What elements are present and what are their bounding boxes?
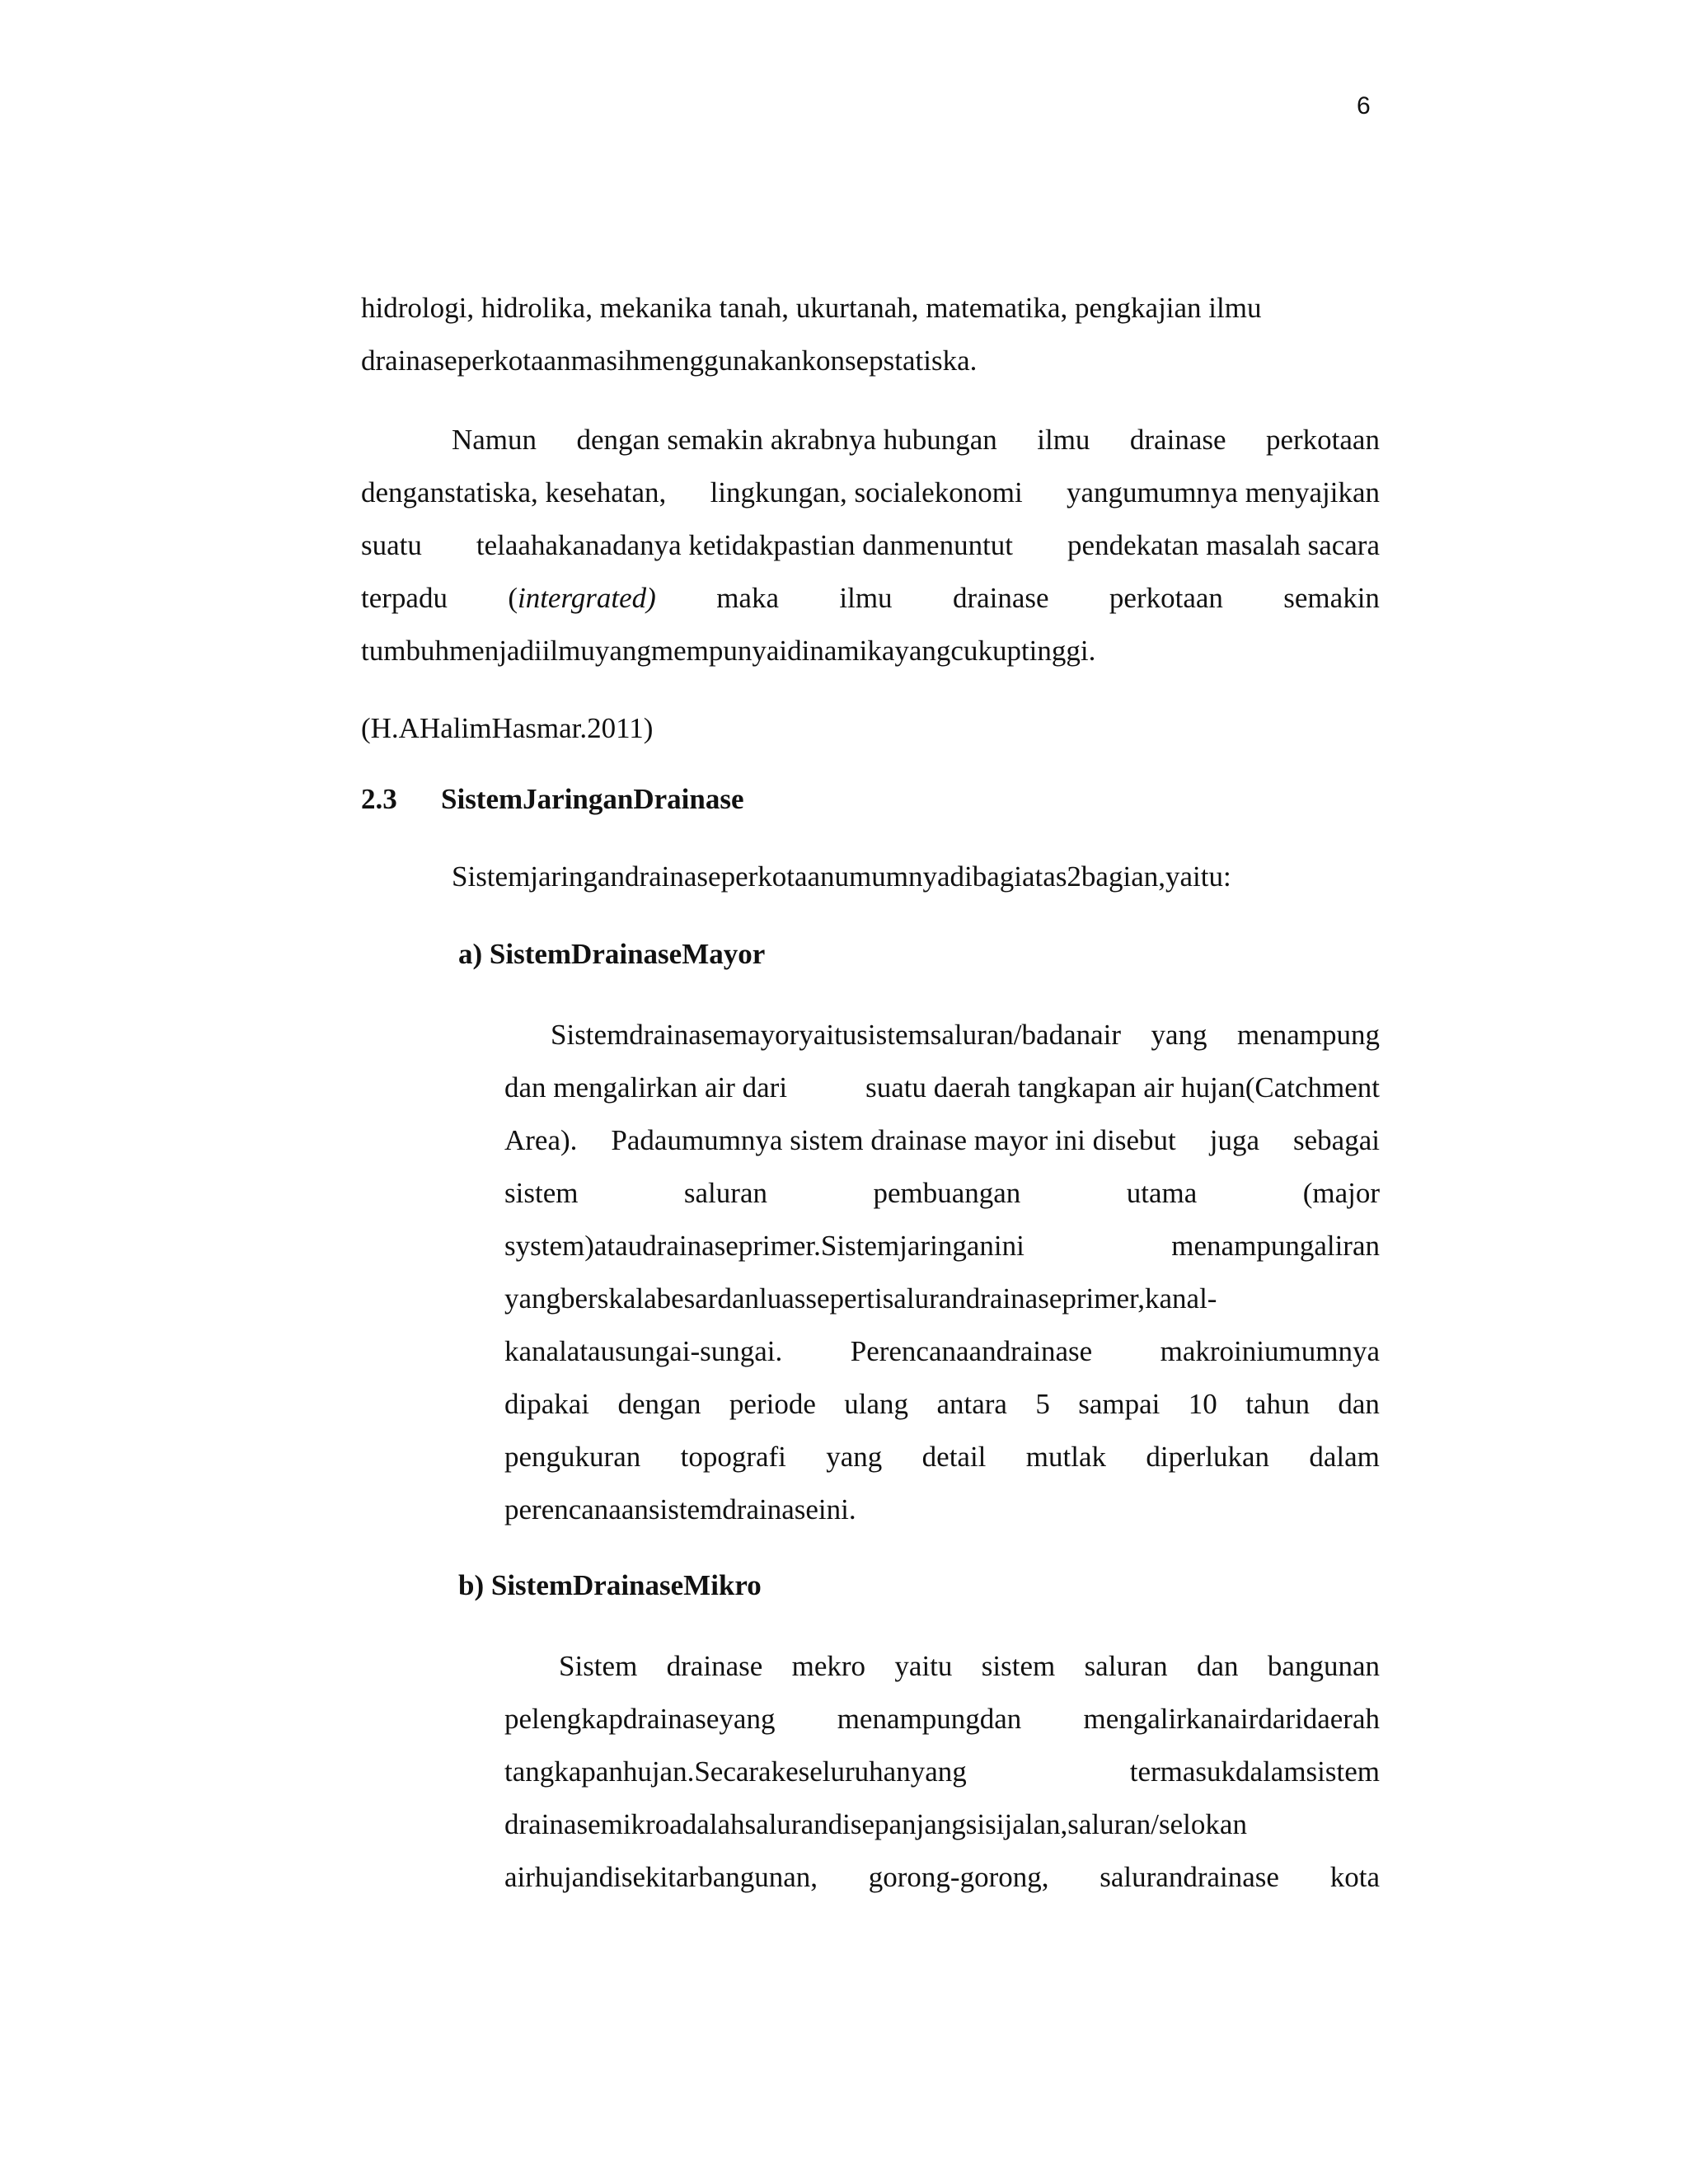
text-line	[504, 1167, 1380, 1220]
word: (major	[1302, 1177, 1380, 1209]
word: yang	[1151, 1019, 1207, 1051]
word: sistem	[504, 1177, 579, 1209]
word: dan	[1338, 1388, 1380, 1420]
text-line: hidrologi, hidrolika, mekanika tanah, ukurtanah, matematika, pengkajian ilmu	[361, 292, 1262, 324]
word: yang	[826, 1441, 883, 1473]
text-line	[504, 1009, 1380, 1062]
word: makroiniumumnya	[1160, 1335, 1380, 1367]
text-line	[504, 1693, 1380, 1746]
word: dipakai	[504, 1388, 590, 1420]
text-line	[504, 1062, 1380, 1114]
word: mekro	[791, 1650, 866, 1682]
word: dan	[1197, 1650, 1239, 1682]
text-line: drainaseperkotaanmasihmenggunakankonsepstatiska.	[361, 344, 978, 377]
word: salurandrainase	[1100, 1861, 1279, 1893]
word: tahun	[1245, 1388, 1310, 1420]
word: Sistem	[559, 1650, 638, 1682]
word: drainase	[1129, 424, 1226, 456]
text-line	[361, 572, 1380, 625]
word: diperlukan	[1146, 1441, 1270, 1473]
text-line	[361, 466, 1380, 519]
text-line	[504, 1220, 1380, 1272]
text-line: tumbuhmenjadiilmuyangmempunyaidinamikayangcukuptinggi.	[361, 635, 1096, 667]
word: menampungdan	[837, 1703, 1022, 1735]
word: sistem	[981, 1650, 1056, 1682]
text-line	[504, 1114, 1380, 1167]
word: lingkungan, socialekonomi	[710, 476, 1023, 509]
word: kanalatausungai-sungai.	[504, 1335, 783, 1367]
word: saluran	[1084, 1650, 1168, 1682]
subsection-a-heading: a) SistemDrainaseMayor	[458, 938, 766, 970]
italic-term-group	[508, 572, 656, 625]
word: perkotaan	[1109, 582, 1223, 614]
citation: (H.AHalimHasmar.2011)	[361, 712, 654, 744]
text-line	[361, 414, 1380, 466]
word: pengukuran	[504, 1441, 641, 1473]
section-title: SistemJaringanDrainase	[441, 783, 744, 815]
word: menampung	[1236, 1019, 1380, 1051]
word: airhujandisekitarbangunan,	[504, 1861, 818, 1893]
word: dalam	[1309, 1441, 1380, 1473]
word: perkotaan	[1265, 424, 1380, 456]
text-line	[504, 1851, 1380, 1904]
word: kota	[1329, 1861, 1380, 1893]
subsection-a-text	[504, 1009, 1380, 1536]
text-line: drainasemikroadalahsalurandisepanjangsisijalan,saluran/selokan	[504, 1808, 1247, 1840]
word: maka	[716, 582, 779, 614]
text-line: yangberskalabesardanluassepertisalurandrainaseprimer,kanal-	[504, 1282, 1217, 1315]
word: denganstatiska, kesehatan,	[361, 476, 667, 509]
word: ulang	[844, 1388, 909, 1420]
word: drainase	[666, 1650, 763, 1682]
word: menampungaliran	[1171, 1230, 1380, 1262]
word: mengalirkanairdaridaerah	[1083, 1703, 1380, 1735]
subsection-b-heading: b) SistemDrainaseMikro	[458, 1569, 762, 1601]
word: Sistemdrainasemayoryaitusistemsaluran/badanair	[551, 1019, 1122, 1051]
word: suatu daerah tangkapan air hujan(Catchment	[865, 1071, 1380, 1104]
word: ilmu	[1037, 424, 1090, 456]
word: termasukdalamsistem	[1129, 1755, 1380, 1788]
section-heading	[361, 783, 744, 816]
word: gorong-gorong,	[868, 1861, 1049, 1893]
word: sampai	[1078, 1388, 1160, 1420]
word: Area).	[504, 1124, 578, 1156]
word: topografi	[680, 1441, 786, 1473]
word: telaahakanadanya ketidakpastian danmenuntut	[476, 529, 1014, 561]
section-intro: Sistemjaringandrainaseperkotaanumumnyadibagiatas2bagian,yaitu:	[452, 860, 1231, 893]
word: pembuangan	[873, 1177, 1021, 1209]
word: suatu	[361, 529, 422, 561]
word: mutlak	[1025, 1441, 1106, 1473]
word: antara	[936, 1388, 1007, 1420]
word: pendekatan masalah sacara	[1067, 529, 1380, 561]
word: dengan	[617, 1388, 701, 1420]
word: yaitu	[894, 1650, 953, 1682]
word: detail	[921, 1441, 987, 1473]
word: ilmu	[839, 582, 893, 614]
word: system)ataudrainaseprimer.Sistemjaringanini	[504, 1230, 1025, 1262]
word: juga	[1209, 1124, 1259, 1156]
word: tangkapanhujan.Secarakeseluruhanyang	[504, 1755, 967, 1788]
word: semakin	[1283, 582, 1380, 614]
word: dengan semakin akrabnya hubungan	[576, 424, 997, 456]
word: yangumumnya menyajikan	[1066, 476, 1380, 509]
word: terpadu	[361, 582, 448, 614]
word: sebagai	[1293, 1124, 1380, 1156]
word: 5	[1035, 1388, 1050, 1420]
word: Padaumumnya sistem drainase mayor ini disebut	[611, 1124, 1176, 1156]
word: drainase	[952, 582, 1049, 614]
text-line	[504, 1431, 1380, 1483]
word: saluran	[683, 1177, 767, 1209]
page-number: 6	[1357, 92, 1371, 120]
italic-term: intergrated)	[517, 582, 656, 614]
section-number: 2.3	[361, 783, 397, 815]
text-line	[504, 1746, 1380, 1798]
text-line	[504, 1325, 1380, 1378]
text-line	[504, 1378, 1380, 1431]
word: utama	[1126, 1177, 1198, 1209]
word: (	[508, 582, 518, 614]
paragraph-1	[361, 282, 1380, 387]
word: Namun	[452, 424, 537, 456]
text-line: perencanaansistemdrainaseini.	[504, 1493, 856, 1526]
word: pelengkapdrainaseyang	[504, 1703, 776, 1735]
subsection-b-text	[504, 1640, 1380, 1904]
word: periode	[729, 1388, 816, 1420]
word: 10	[1188, 1388, 1217, 1420]
word: Perencanaandrainase	[850, 1335, 1093, 1367]
text-line	[361, 519, 1380, 572]
text-line	[504, 1640, 1380, 1693]
word: dan mengalirkan air dari	[504, 1071, 788, 1104]
paragraph-2	[361, 414, 1380, 677]
word: bangunan	[1267, 1650, 1380, 1682]
